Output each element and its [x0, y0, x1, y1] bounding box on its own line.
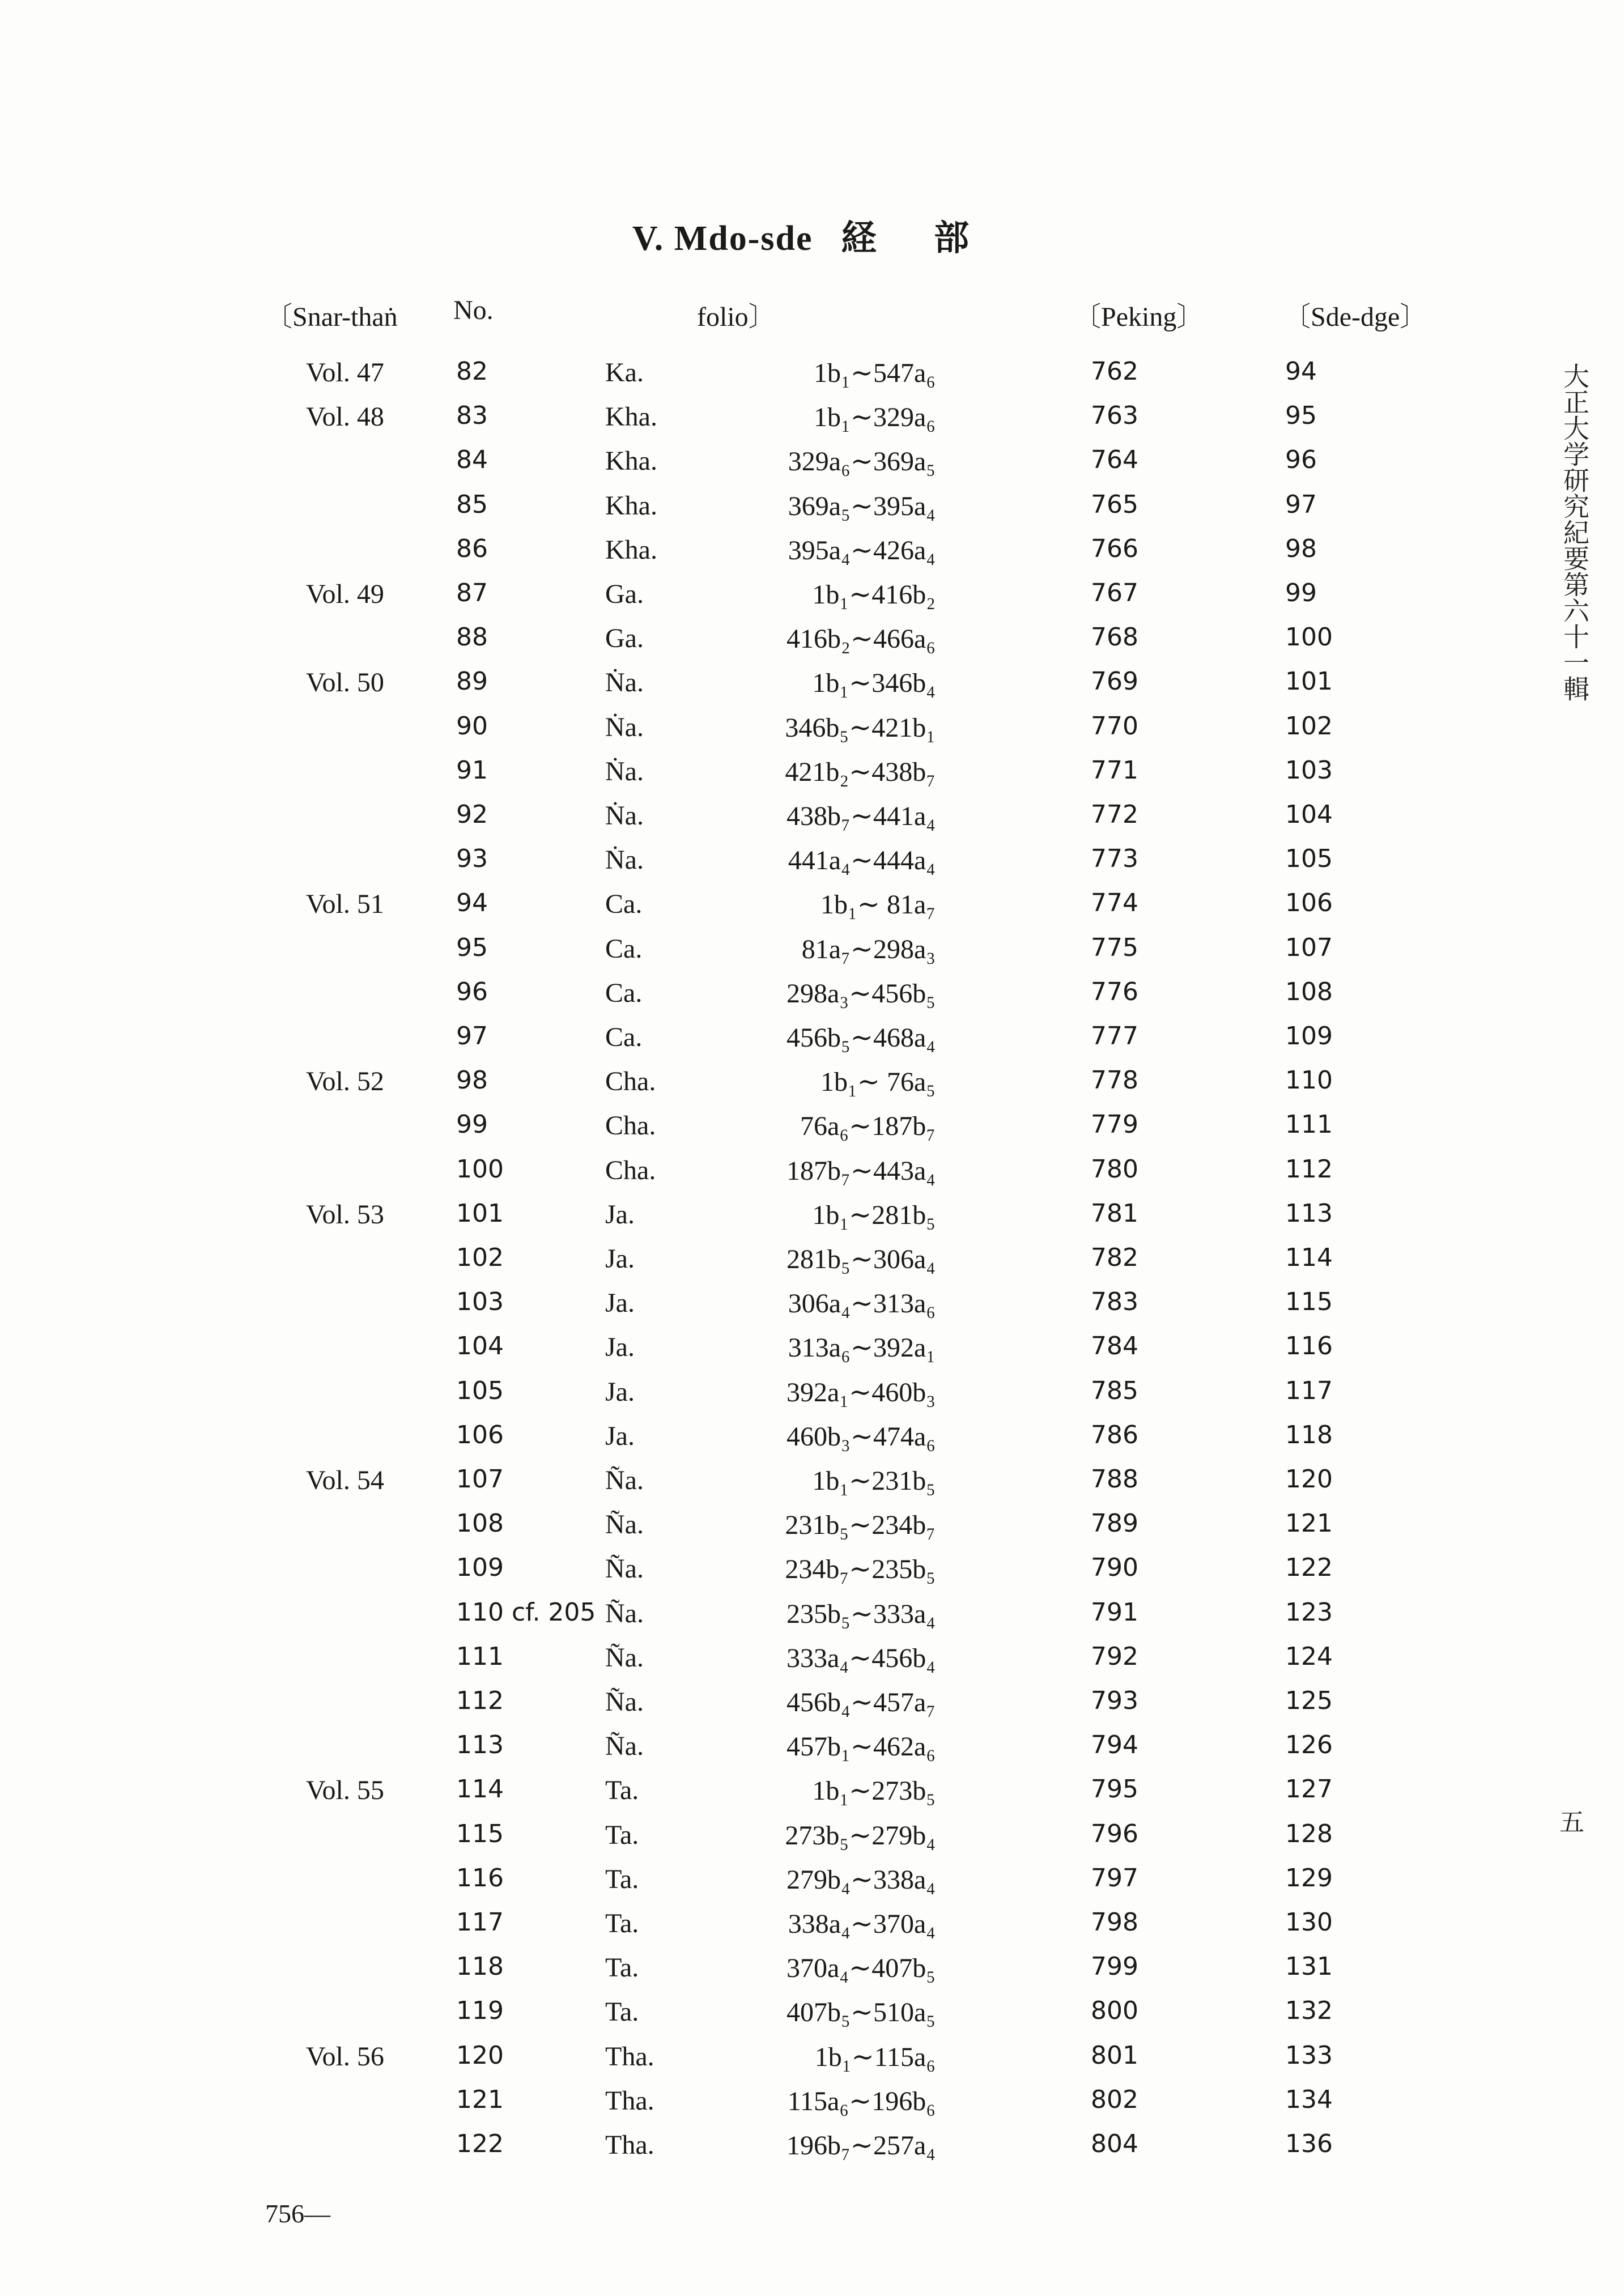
peking-cell: 770: [1091, 711, 1138, 741]
volume-cell: Vol. 50: [306, 667, 384, 698]
table-row: [0, 1642, 1624, 1686]
peking-cell: 769: [1091, 667, 1138, 696]
number-cell: 118: [456, 1952, 504, 1982]
section-title-japanese: 経 部: [841, 217, 992, 258]
number-cell: 103: [456, 1287, 504, 1317]
folio-cell: 421b₂∼438b₇: [785, 756, 936, 787]
folio-cell: 456b₄∼457a₇: [787, 1687, 936, 1717]
section-cell: Ta.: [605, 1997, 639, 2027]
peking-cell: 771: [1091, 755, 1138, 785]
sde-dge-cell: 123: [1285, 1597, 1333, 1627]
number-cell: 104: [456, 1332, 504, 1361]
folio-cell: 234b₇∼235b₅: [785, 1554, 936, 1585]
peking-cell: 799: [1091, 1952, 1138, 1982]
peking-cell: 784: [1091, 1332, 1138, 1361]
header-snar-than: 〔Snar-thaṅ: [265, 302, 398, 332]
number-cell: 88: [456, 623, 488, 652]
volume-cell: Vol. 54: [306, 1465, 384, 1495]
section-title: [0, 210, 1624, 260]
folio-cell: 81a₇∼298a₃: [801, 934, 936, 964]
peking-cell: 802: [1091, 2085, 1138, 2114]
section-cell: Ka.: [605, 358, 644, 388]
section-cell: Kha.: [605, 534, 657, 565]
sde-dge-cell: 106: [1285, 888, 1333, 918]
number-cell: 101: [456, 1198, 504, 1228]
peking-cell: 795: [1091, 1775, 1138, 1804]
sde-dge-cell: 98: [1285, 534, 1317, 563]
sde-dge-cell: 136: [1285, 2129, 1333, 2158]
sde-dge-cell: 126: [1285, 1730, 1333, 1760]
volume-cell: Vol. 52: [306, 1066, 384, 1097]
section-cell: Kha.: [605, 402, 657, 432]
folio-cell: 196b₇∼257a₄: [787, 2131, 936, 2161]
peking-cell: 785: [1091, 1376, 1138, 1405]
sde-dge-cell: 107: [1285, 933, 1333, 962]
sde-dge-cell: 129: [1285, 1863, 1333, 1893]
number-cell: 121: [456, 2085, 504, 2114]
table-row: [0, 357, 1624, 401]
folio-cell: 281b₅∼306a₄: [787, 1244, 936, 1274]
sde-dge-cell: 111: [1285, 1110, 1333, 1140]
sde-dge-cell: 105: [1285, 844, 1333, 874]
number-cell: 117: [456, 1908, 504, 1937]
volume-cell: Vol. 53: [306, 1199, 384, 1230]
folio-cell: 1b₁∼416b₂: [812, 580, 936, 610]
section-cell: Ṅa.: [605, 801, 644, 831]
table-row: [0, 888, 1624, 933]
section-cell: Ca.: [605, 889, 643, 920]
table-row: [0, 534, 1624, 579]
table-row: [0, 1066, 1624, 1110]
table-row: [0, 1598, 1624, 1642]
number-cell: 120: [456, 2040, 504, 2070]
volume-cell: Vol. 55: [306, 1775, 384, 1806]
sde-dge-cell: 121: [1285, 1509, 1333, 1538]
folio-cell: 76a₆∼187b₇: [800, 1111, 936, 1142]
number-cell: 114: [456, 1775, 504, 1804]
section-cell: Ña.: [605, 1465, 644, 1495]
section-cell: Ca.: [605, 933, 643, 964]
table-row: [0, 1199, 1624, 1243]
table-row: [0, 844, 1624, 888]
section-cell: Ṅa.: [605, 845, 644, 875]
table-row: [0, 1421, 1624, 1465]
section-cell: Ga.: [605, 579, 644, 609]
table-row: [0, 623, 1624, 667]
peking-cell: 796: [1091, 1819, 1138, 1848]
section-cell: Ca.: [605, 1022, 643, 1052]
table-row: [0, 756, 1624, 800]
sde-dge-cell: 134: [1285, 2085, 1333, 2114]
folio-cell: 346b₅∼421b₁: [785, 712, 936, 743]
section-cell: Ṅa.: [605, 756, 644, 786]
peking-cell: 789: [1091, 1509, 1138, 1538]
sde-dge-cell: 122: [1285, 1553, 1333, 1583]
folio-cell: 392a₁∼460b₃: [787, 1377, 936, 1408]
folio-cell: 460b₃∼474a₆: [787, 1421, 936, 1452]
header-no: No.: [453, 295, 494, 325]
peking-cell: 774: [1091, 888, 1138, 918]
peking-cell: 798: [1091, 1908, 1138, 1937]
header-sde-dge: 〔Sde-dge〕: [1283, 302, 1427, 332]
number-cell: 85: [456, 490, 488, 519]
number-cell: 122: [456, 2129, 504, 2158]
section-cell: Ña.: [605, 1687, 644, 1717]
section-cell: Ta.: [605, 1953, 639, 1983]
section-cell: Ña.: [605, 1554, 644, 1584]
peking-cell: 777: [1091, 1022, 1138, 1051]
sde-dge-cell: 102: [1285, 711, 1333, 741]
sde-dge-cell: 132: [1285, 1996, 1333, 2026]
table-row: [0, 712, 1624, 756]
peking-cell: 765: [1091, 490, 1138, 519]
number-cell: 110 cf. 205: [456, 1597, 596, 1627]
section-cell: Ta.: [605, 1819, 639, 1850]
sde-dge-cell: 96: [1285, 445, 1317, 475]
table-row: [0, 2129, 1624, 2174]
sde-dge-cell: 109: [1285, 1022, 1333, 1051]
section-cell: Ta.: [605, 1775, 639, 1806]
volume-cell: Vol. 49: [306, 579, 384, 609]
folio-cell: 441a₄∼444a₄: [788, 845, 936, 876]
peking-cell: 793: [1091, 1686, 1138, 1715]
volume-cell: Vol. 51: [306, 889, 384, 920]
table-row: [0, 1952, 1624, 1996]
folio-cell: 369a₅∼395a₄: [788, 491, 936, 521]
section-cell: Ña.: [605, 1642, 644, 1673]
peking-cell: 773: [1091, 844, 1138, 874]
table-row: [0, 401, 1624, 445]
section-cell: Ña.: [605, 1510, 644, 1540]
table-row: [0, 667, 1624, 711]
sde-dge-cell: 113: [1285, 1198, 1333, 1228]
table-row: [0, 1730, 1624, 1775]
peking-cell: 776: [1091, 977, 1138, 1006]
sde-dge-cell: 127: [1285, 1775, 1333, 1804]
sde-dge-cell: 100: [1285, 623, 1333, 652]
sde-dge-cell: 94: [1285, 357, 1317, 386]
peking-cell: 781: [1091, 1198, 1138, 1228]
number-cell: 108: [456, 1509, 504, 1538]
section-cell: Tha.: [605, 2130, 654, 2160]
sde-dge-cell: 114: [1285, 1243, 1333, 1272]
sde-dge-cell: 128: [1285, 1819, 1333, 1848]
folio-cell: 1b₁∼ 76a₅: [820, 1067, 936, 1098]
number-cell: 93: [456, 844, 488, 874]
peking-cell: 786: [1091, 1420, 1138, 1449]
table-row: [0, 800, 1624, 844]
peking-cell: 779: [1091, 1110, 1138, 1140]
sde-dge-cell: 95: [1285, 401, 1317, 431]
section-cell: Tha.: [605, 2041, 654, 2072]
number-cell: 82: [456, 357, 488, 386]
side-page-marker: 五: [1559, 1808, 1584, 1837]
number-cell: 115: [456, 1819, 504, 1848]
section-cell: Ja.: [605, 1288, 635, 1319]
sde-dge-cell: 115: [1285, 1287, 1333, 1317]
sde-dge-cell: 112: [1285, 1154, 1333, 1184]
folio-cell: 338a₄∼370a₄: [788, 1909, 936, 1939]
folio-cell: 1b₁∼547a₆: [814, 358, 936, 388]
peking-cell: 788: [1091, 1465, 1138, 1494]
header-folio: folio〕: [697, 302, 776, 332]
peking-cell: 782: [1091, 1243, 1138, 1272]
sde-dge-cell: 103: [1285, 755, 1333, 785]
number-cell: 92: [456, 800, 488, 829]
folio-cell: 416b₂∼466a₆: [787, 624, 936, 654]
folio-cell: 1b₁∼115a₆: [814, 2042, 936, 2072]
section-cell: Ta.: [605, 1864, 639, 1894]
number-cell: 98: [456, 1066, 488, 1095]
section-cell: Tha.: [605, 2085, 654, 2116]
peking-cell: 791: [1091, 1597, 1138, 1627]
number-cell: 96: [456, 977, 488, 1006]
table-row: [0, 1553, 1624, 1597]
sde-dge-cell: 133: [1285, 2040, 1333, 2070]
folio-cell: 407b₅∼510a₅: [787, 1997, 936, 2028]
peking-cell: 772: [1091, 800, 1138, 829]
number-cell: 83: [456, 401, 488, 431]
number-cell: 90: [456, 711, 488, 741]
number-cell: 119: [456, 1996, 504, 2026]
journal-running-title: 大正大学研究紀要第六十一輯: [1559, 363, 1590, 701]
number-cell: 113: [456, 1730, 504, 1760]
section-cell: Ja.: [605, 1199, 635, 1230]
table-row: [0, 2085, 1624, 2129]
section-cell: Cha.: [605, 1111, 656, 1141]
peking-cell: 792: [1091, 1642, 1138, 1671]
number-cell: 99: [456, 1110, 488, 1140]
folio-cell: 187b₇∼443a₄: [787, 1155, 936, 1186]
number-cell: 95: [456, 933, 488, 962]
sde-dge-cell: 101: [1285, 667, 1333, 696]
table-row: [0, 1908, 1624, 1952]
table-row: [0, 1864, 1624, 1908]
number-cell: 100: [456, 1154, 504, 1184]
table-row: [0, 445, 1624, 490]
folio-cell: 370a₄∼407b₅: [787, 1953, 936, 1984]
number-cell: 105: [456, 1376, 504, 1405]
sde-dge-cell: 116: [1285, 1332, 1333, 1361]
number-cell: 111: [456, 1642, 504, 1671]
folio-cell: 235b₅∼333a₄: [787, 1598, 936, 1629]
section-cell: Kha.: [605, 490, 657, 521]
number-cell: 91: [456, 755, 488, 785]
number-cell: 89: [456, 667, 488, 696]
folio-cell: 273b₅∼279b₄: [785, 1820, 936, 1851]
peking-cell: 794: [1091, 1730, 1138, 1760]
folio-cell: 279b₄∼338a₄: [787, 1864, 936, 1895]
peking-cell: 778: [1091, 1066, 1138, 1095]
folio-cell: 456b₅∼468a₄: [787, 1023, 936, 1053]
folio-cell: 298a₃∼456b₅: [787, 978, 936, 1009]
table-row: [0, 1243, 1624, 1287]
folio-cell: 1b₁∼346b₄: [812, 668, 936, 699]
number-cell: 107: [456, 1465, 504, 1494]
page-number: 756—: [265, 2199, 330, 2228]
table-row: [0, 1996, 1624, 2040]
table-row: [0, 1287, 1624, 1332]
table-row: [0, 933, 1624, 977]
section-cell: Cha.: [605, 1066, 656, 1097]
folio-cell: 395a₄∼426a₄: [788, 535, 936, 566]
section-cell: Ja.: [605, 1421, 635, 1451]
sde-dge-cell: 130: [1285, 1908, 1333, 1937]
sde-dge-cell: 104: [1285, 800, 1333, 829]
peking-cell: 804: [1091, 2129, 1138, 2158]
peking-cell: 762: [1091, 357, 1138, 386]
number-cell: 94: [456, 888, 488, 918]
section-title-roman: V. Mdo-sde: [632, 219, 813, 258]
sde-dge-cell: 117: [1285, 1376, 1333, 1405]
folio-cell: 1b₁∼281b₅: [812, 1200, 936, 1230]
sde-dge-cell: 124: [1285, 1642, 1333, 1671]
number-cell: 97: [456, 1022, 488, 1051]
number-cell: 116: [456, 1863, 504, 1893]
table-row: [0, 1376, 1624, 1421]
folio-cell: 1b₁∼273b₅: [812, 1776, 936, 1806]
table-row: [0, 2041, 1624, 2085]
peking-cell: 780: [1091, 1154, 1138, 1184]
peking-cell: 768: [1091, 623, 1138, 652]
peking-cell: 766: [1091, 534, 1138, 563]
number-cell: 87: [456, 579, 488, 607]
table-row: [0, 1332, 1624, 1376]
section-cell: Ṅa.: [605, 712, 644, 742]
table-row: [0, 1465, 1624, 1509]
section-cell: Ña.: [605, 1598, 644, 1629]
sde-dge-cell: 131: [1285, 1952, 1333, 1982]
table-row: [0, 1819, 1624, 1864]
table-row: [0, 977, 1624, 1022]
folio-cell: 329a₆∼369a₅: [788, 447, 936, 477]
folio-cell: 438b₇∼441a₄: [787, 801, 936, 831]
peking-cell: 763: [1091, 401, 1138, 431]
peking-cell: 764: [1091, 445, 1138, 475]
sde-dge-cell: 108: [1285, 977, 1333, 1006]
header-peking: 〔Peking〕: [1074, 302, 1204, 332]
sde-dge-cell: 99: [1285, 579, 1317, 607]
number-cell: 102: [456, 1243, 504, 1272]
folio-cell: 333a₄∼456b₄: [787, 1643, 936, 1673]
section-cell: Ṅa.: [605, 667, 644, 698]
folio-cell: 231b₅∼234b₇: [785, 1510, 936, 1541]
section-cell: Cha.: [605, 1155, 656, 1185]
table-row: [0, 1022, 1624, 1066]
table-row: [0, 579, 1624, 623]
folio-cell: 457b₁∼462a₆: [787, 1732, 936, 1762]
table-row: [0, 490, 1624, 534]
volume-cell: Vol. 47: [306, 358, 384, 388]
volume-cell: Vol. 48: [306, 402, 384, 432]
peking-cell: 775: [1091, 933, 1138, 962]
folio-cell: 1b₁∼329a₆: [814, 402, 936, 433]
number-cell: 84: [456, 445, 488, 475]
section-cell: Ña.: [605, 1731, 644, 1762]
sde-dge-cell: 125: [1285, 1686, 1333, 1715]
number-cell: 112: [456, 1686, 504, 1715]
table-row: [0, 1110, 1624, 1154]
section-cell: Ga.: [605, 623, 644, 654]
section-cell: Ja.: [605, 1244, 635, 1274]
section-cell: Ja.: [605, 1376, 635, 1407]
sde-dge-cell: 110: [1285, 1066, 1333, 1095]
sde-dge-cell: 118: [1285, 1420, 1333, 1449]
section-cell: Kha.: [605, 446, 657, 477]
peking-cell: 790: [1091, 1553, 1138, 1583]
section-cell: Ja.: [605, 1332, 635, 1363]
folio-cell: 306a₄∼313a₆: [788, 1289, 936, 1319]
folio-cell: 115a₆∼196b₆: [787, 2086, 936, 2116]
table-row: [0, 1686, 1624, 1730]
volume-cell: Vol. 56: [306, 2041, 384, 2072]
peking-cell: 767: [1091, 579, 1138, 607]
folio-cell: 1b₁∼231b₅: [812, 1466, 936, 1496]
number-cell: 109: [456, 1553, 504, 1583]
folio-cell: 313a₆∼392a₁: [788, 1333, 936, 1363]
peking-cell: 800: [1091, 1996, 1138, 2026]
peking-cell: 783: [1091, 1287, 1138, 1317]
number-cell: 106: [456, 1420, 504, 1449]
number-cell: 86: [456, 534, 488, 563]
table-row: [0, 1775, 1624, 1819]
section-cell: Ca.: [605, 977, 643, 1008]
folio-cell: 1b₁∼ 81a₇: [820, 890, 936, 920]
peking-cell: 801: [1091, 2040, 1138, 2070]
section-cell: Ta.: [605, 1908, 639, 1938]
peking-cell: 797: [1091, 1863, 1138, 1893]
table-row: [0, 1509, 1624, 1553]
sde-dge-cell: 97: [1285, 490, 1317, 519]
sde-dge-cell: 120: [1285, 1465, 1333, 1494]
table-row: [0, 1155, 1624, 1199]
